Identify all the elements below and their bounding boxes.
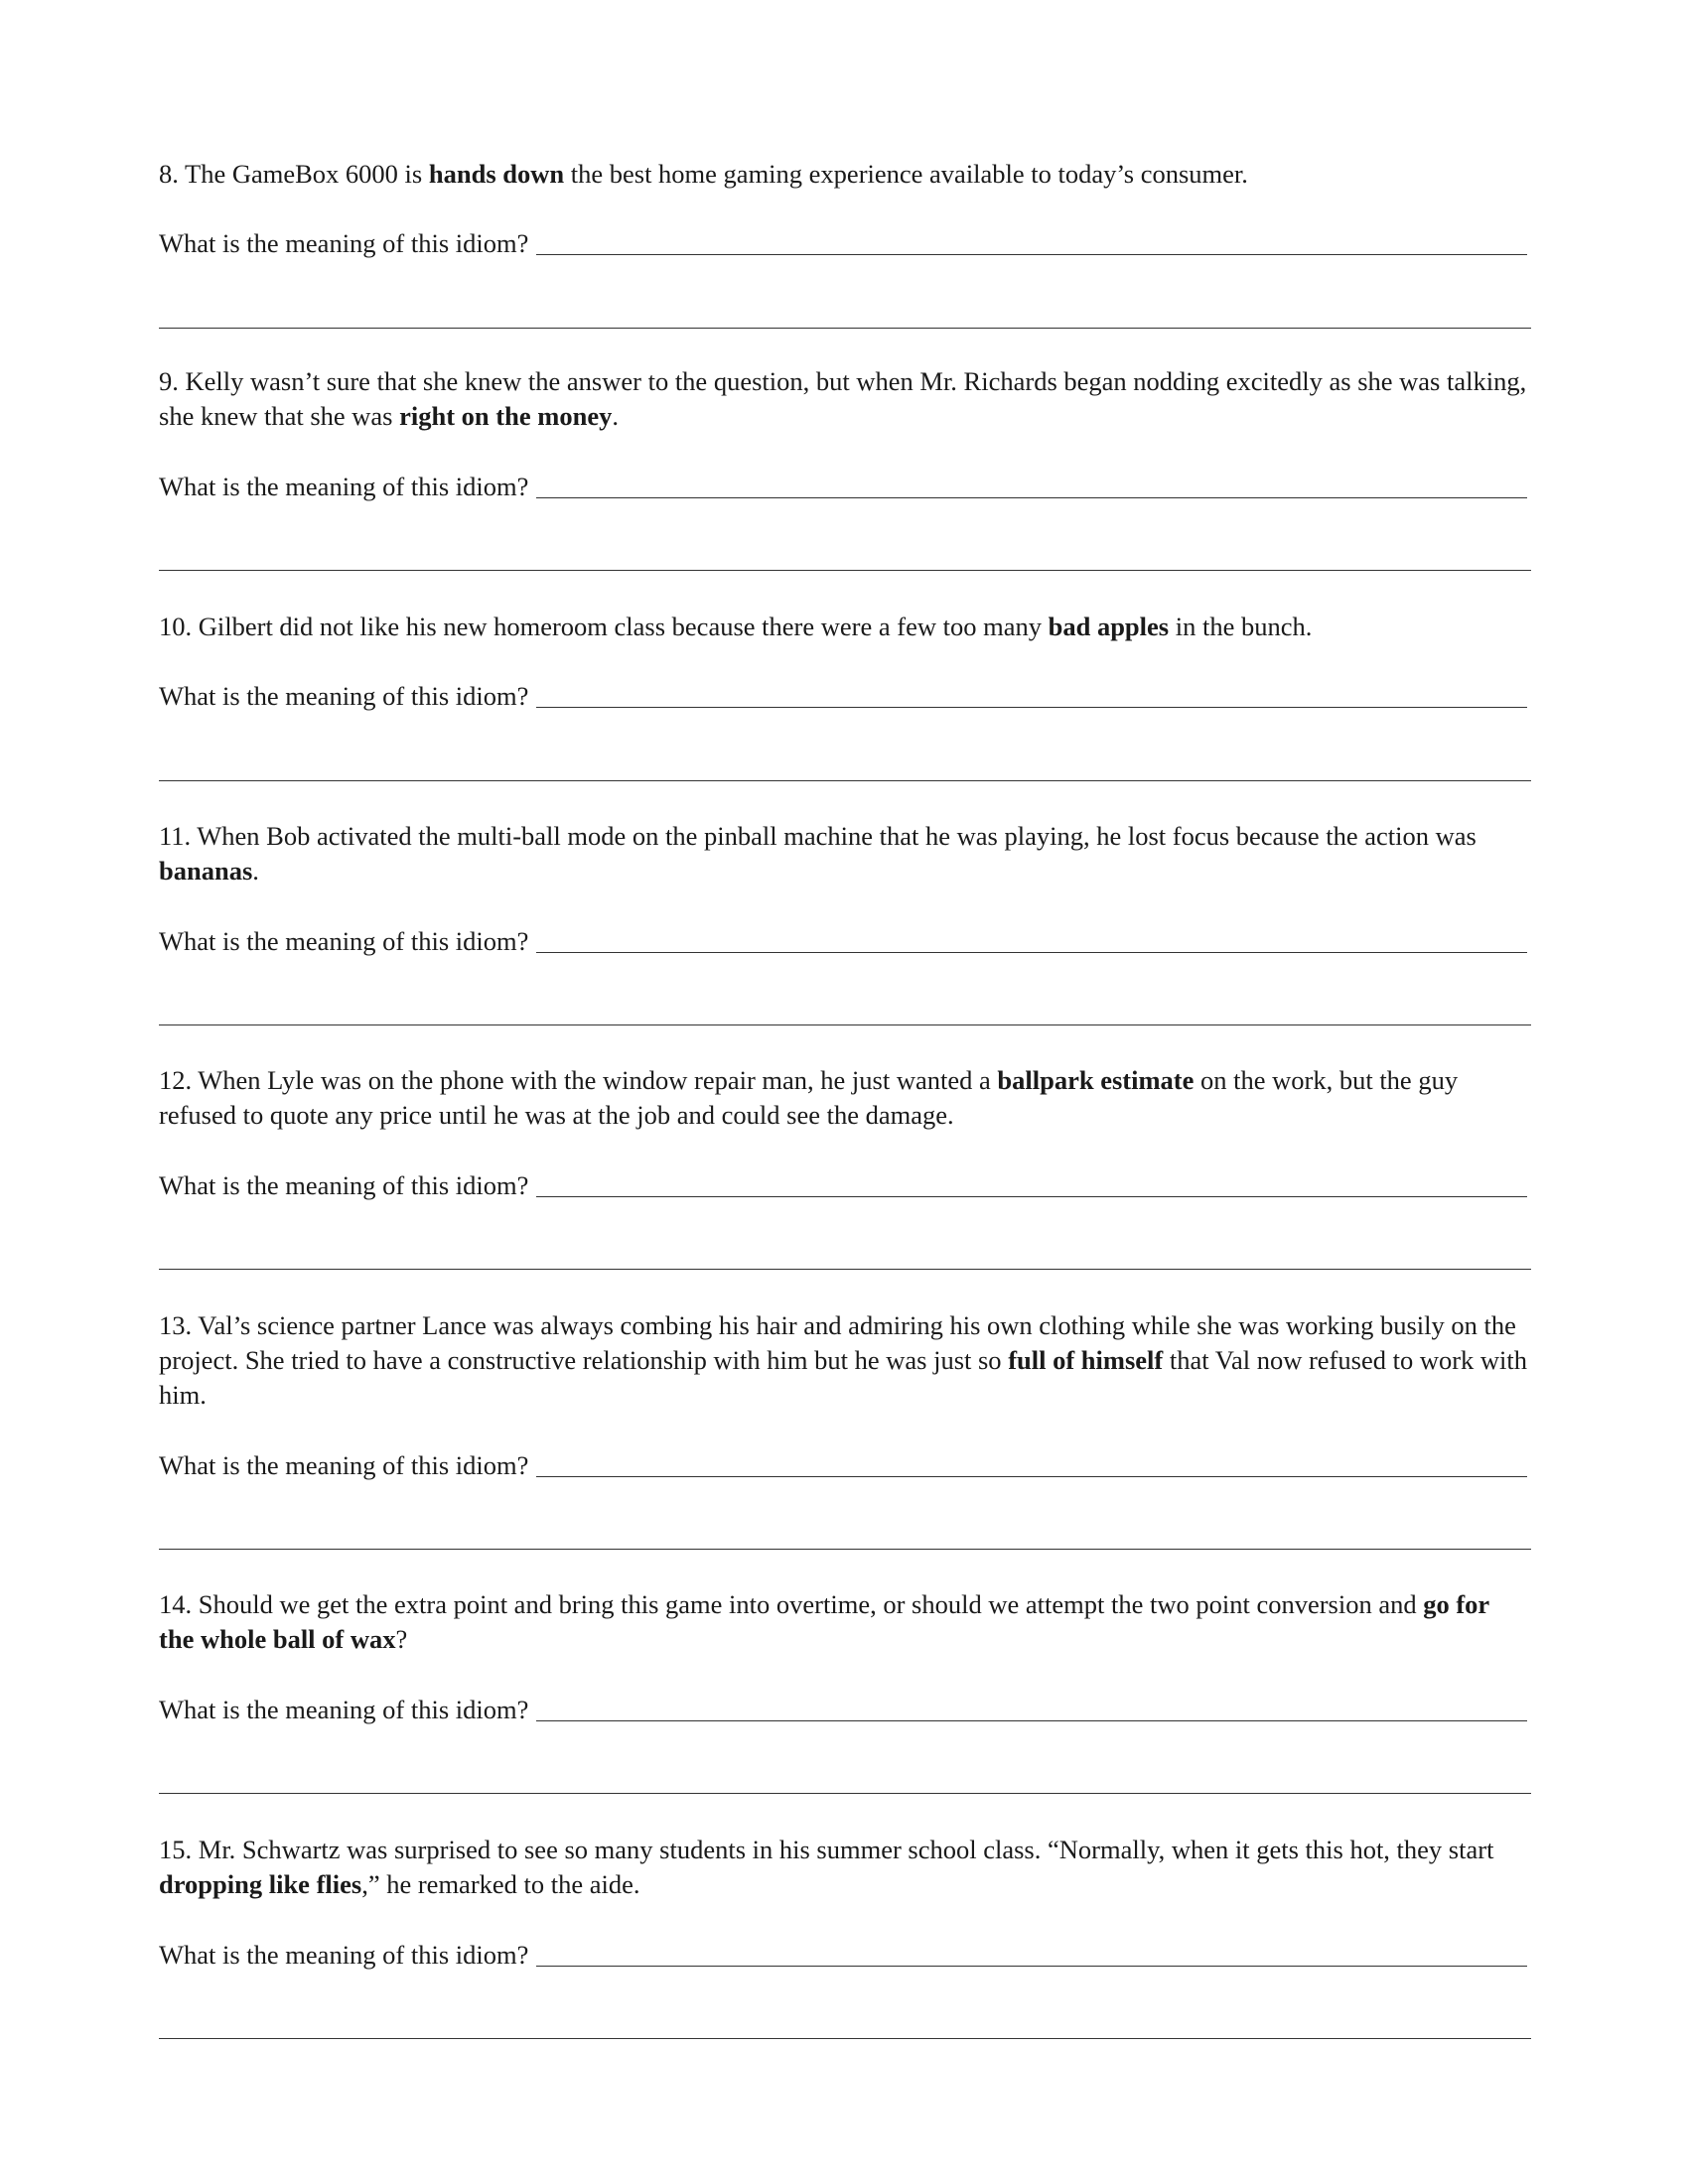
idiom-highlight: go for the whole ball of wax <box>159 1589 1489 1654</box>
answer-prompt <box>159 679 1527 714</box>
prompt-label: What is the meaning of this idiom? <box>159 1450 529 1480</box>
answer-line[interactable] <box>536 1720 1527 1721</box>
question-15 <box>159 1833 1529 1970</box>
question-sentence: 11. When Bob activated the multi-ball mode on the pinball machine that he was playing, he lost focus because the action was bananas. <box>159 821 1477 886</box>
answer-line[interactable] <box>536 1196 1527 1197</box>
prompt-label: What is the meaning of this idiom? <box>159 926 529 956</box>
answer-line[interactable] <box>536 1476 1527 1477</box>
answer-line-continued[interactable] <box>159 1549 1531 1550</box>
question-9 <box>159 364 1529 501</box>
question-10 <box>159 610 1529 711</box>
answer-line-continued[interactable] <box>159 328 1531 329</box>
prompt-label: What is the meaning of this idiom? <box>159 1170 529 1200</box>
question-sentence: 9. Kelly wasn’t sure that she knew the answer to the question, but when Mr. Richards began nodding excitedly as she was talking, she knew that she was right on the money. <box>159 366 1527 431</box>
answer-line-continued[interactable] <box>159 1793 1531 1794</box>
answer-prompt <box>159 1168 1527 1203</box>
prompt-label: What is the meaning of this idiom? <box>159 472 529 501</box>
question-sentence: 8. The GameBox 6000 is hands down the best home gaming experience available to today’s consumer. <box>159 159 1248 189</box>
answer-prompt <box>159 1693 1527 1727</box>
answer-prompt <box>159 924 1527 959</box>
question-sentence: 12. When Lyle was on the phone with the window repair man, he just wanted a ballpark estimate on the work, but the guy refused to quote any price until he was at the job and could see the damage. <box>159 1065 1459 1130</box>
answer-line-continued[interactable] <box>159 780 1531 781</box>
idiom-highlight: dropping like flies <box>159 1869 362 1899</box>
prompt-label: What is the meaning of this idiom? <box>159 228 529 258</box>
answer-line[interactable] <box>536 497 1527 498</box>
answer-prompt <box>159 1448 1527 1483</box>
answer-line[interactable] <box>536 254 1527 255</box>
answer-prompt <box>159 226 1527 261</box>
question-12 <box>159 1063 1529 1200</box>
answer-line[interactable] <box>536 952 1527 953</box>
answer-line-continued[interactable] <box>159 1269 1531 1270</box>
question-14 <box>159 1587 1529 1724</box>
idiom-highlight: full of himself <box>1008 1345 1164 1375</box>
answer-line[interactable] <box>536 707 1527 708</box>
idiom-highlight: hands down <box>428 159 565 189</box>
question-11 <box>159 819 1529 956</box>
answer-line-continued[interactable] <box>159 1024 1531 1025</box>
prompt-label: What is the meaning of this idiom? <box>159 1695 529 1724</box>
answer-line-continued[interactable] <box>159 570 1531 571</box>
answer-prompt <box>159 1938 1527 1973</box>
idiom-highlight: bad apples <box>1048 612 1170 641</box>
idiom-highlight: ballpark estimate <box>997 1065 1195 1095</box>
answer-line[interactable] <box>536 1966 1527 1967</box>
answer-line-continued[interactable] <box>159 2038 1531 2039</box>
question-8 <box>159 157 1529 258</box>
question-13 <box>159 1308 1529 1480</box>
prompt-label: What is the meaning of this idiom? <box>159 681 529 711</box>
prompt-label: What is the meaning of this idiom? <box>159 1940 529 1970</box>
question-sentence: 15. Mr. Schwartz was surprised to see so many students in his summer school class. “Normally, when it gets this hot, they start dropping like flies,” he remarked to the aide. <box>159 1835 1494 1899</box>
answer-prompt <box>159 470 1527 504</box>
idiom-highlight: right on the money <box>399 401 613 431</box>
question-sentence: 10. Gilbert did not like his new homeroom class because there were a few too many bad apples in the bunch. <box>159 612 1313 641</box>
question-sentence: 13. Val’s science partner Lance was always combing his hair and admiring his own clothing while she was working busily on the project. She tried to have a constructive relationship with him but he was just so full of himself that Val now refused to work with him. <box>159 1310 1528 1410</box>
idiom-highlight: bananas <box>159 856 253 886</box>
question-sentence: 14. Should we get the extra point and bring this game into overtime, or should we attempt the two point conversion and go for the whole ball of wax? <box>159 1589 1489 1654</box>
